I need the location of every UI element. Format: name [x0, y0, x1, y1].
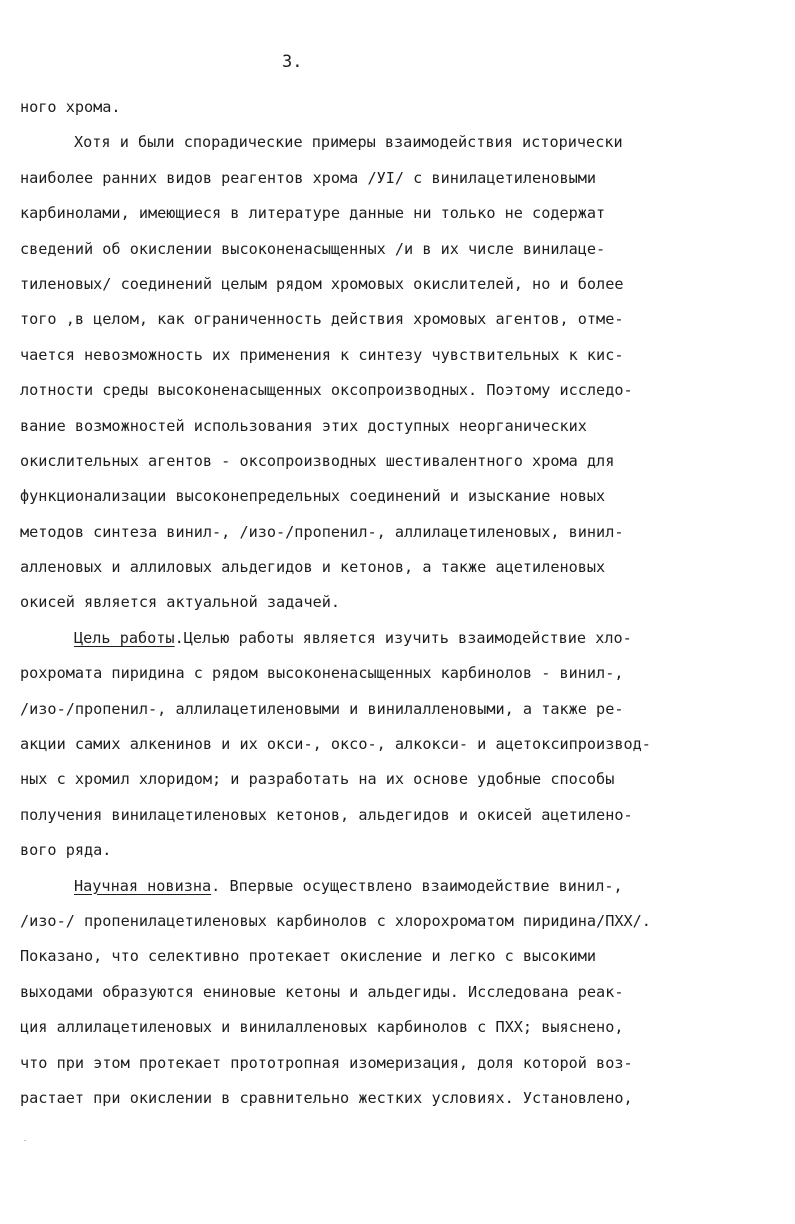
page-number: 3.: [282, 52, 303, 72]
novelty-heading: Научная новизна: [74, 876, 212, 895]
novelty-text: . Впервые осуществлено взаимодействие винил-,: [211, 876, 623, 895]
text-line: карбинолами, имеющиеся в литературе данные ни только не содержат: [20, 204, 606, 223]
body-text: [20, 90, 780, 1116]
text-line: растает при окислении в сравнительно жестких условиях. Установлено,: [20, 1088, 633, 1107]
text-line: ция аллилацетиленовых и винилалленовых карбинолов с ПХХ; выяснено,: [20, 1018, 624, 1037]
text-line: функционализации высоконепредельных соединений и изыскание новых: [20, 487, 606, 506]
text-line: Показано, что селективно протекает окисление и легко с высокими: [20, 947, 597, 966]
text-line: ного хрома.: [20, 98, 121, 116]
text-line: вание возможностей использования этих доступных неорганических: [20, 416, 587, 435]
text-line: сведений об окислении высоконенасыщенных /и в их числе винилаце-: [20, 239, 606, 258]
text-line: рохромата пиридина с рядом высоконенасыщенных карбинолов - винил-,: [20, 664, 624, 683]
text-line: что при этом протекает прототропная изомеризация, доля которой воз-: [20, 1053, 633, 1072]
text-line: алленовых и аллиловых альдегидов и кетонов, а также ацетиленовых: [20, 558, 606, 577]
text-line: тиленовых/ соединений целым рядом хромовых окислителей, но и более: [20, 274, 624, 293]
text-line: наиболее ранних видов реагентов хрома /УI/ с винилацетиленовыми: [20, 168, 597, 187]
text-line: того ,в целом, как ограниченность действия хромовых агентов, отме-: [20, 310, 624, 329]
paragraph-first-line: Хотя и были спорадические примеры взаимодействия исторически: [74, 133, 623, 152]
goal-text: .Целью работы является изучить взаимодействие хло-: [174, 628, 632, 647]
goal-heading: Цель работы: [74, 628, 175, 647]
text-line: акции самих алкенинов и их окси-, оксо-, алкокси- и ацетоксипроизвод-: [20, 735, 651, 754]
scan-speck: [24, 1140, 26, 1141]
text-line: получения винилацетиленовых кетонов, альдегидов и окисей ацетилено-: [20, 805, 633, 824]
novelty-paragraph-line: [20, 869, 780, 904]
text-line: /изо-/пропенил-, аллилацетиленовыми и винилалленовыми, а также ре-: [20, 699, 624, 718]
text-line: методов синтеза винил-, /изо-/пропенил-, аллилацетиленовых, винил-: [20, 522, 624, 541]
text-line: лотности среды высоконенасыщенных оксопроизводных. Поэтому исследо-: [20, 381, 633, 400]
text-line: вого ряда.: [20, 841, 112, 860]
text-line: окисей является актуальной задачей.: [20, 593, 341, 612]
text-line: ных с хромил хлоридом; и разработать на их основе удобные способы: [20, 770, 615, 789]
goal-paragraph-line: [20, 621, 780, 656]
text-line: /изо-/ пропенилацетиленовых карбинолов с хлорохроматом пиридина/ПХХ/.: [20, 911, 651, 930]
text-line: чается невозможность их применения к синтезу чувствительных к кис-: [20, 345, 624, 364]
text-line: выходами образуются ениновые кетоны и альдегиды. Исследована реак-: [20, 982, 624, 1001]
text-line: окислительных агентов - оксопроизводных шестивалентного хрома для: [20, 451, 615, 470]
